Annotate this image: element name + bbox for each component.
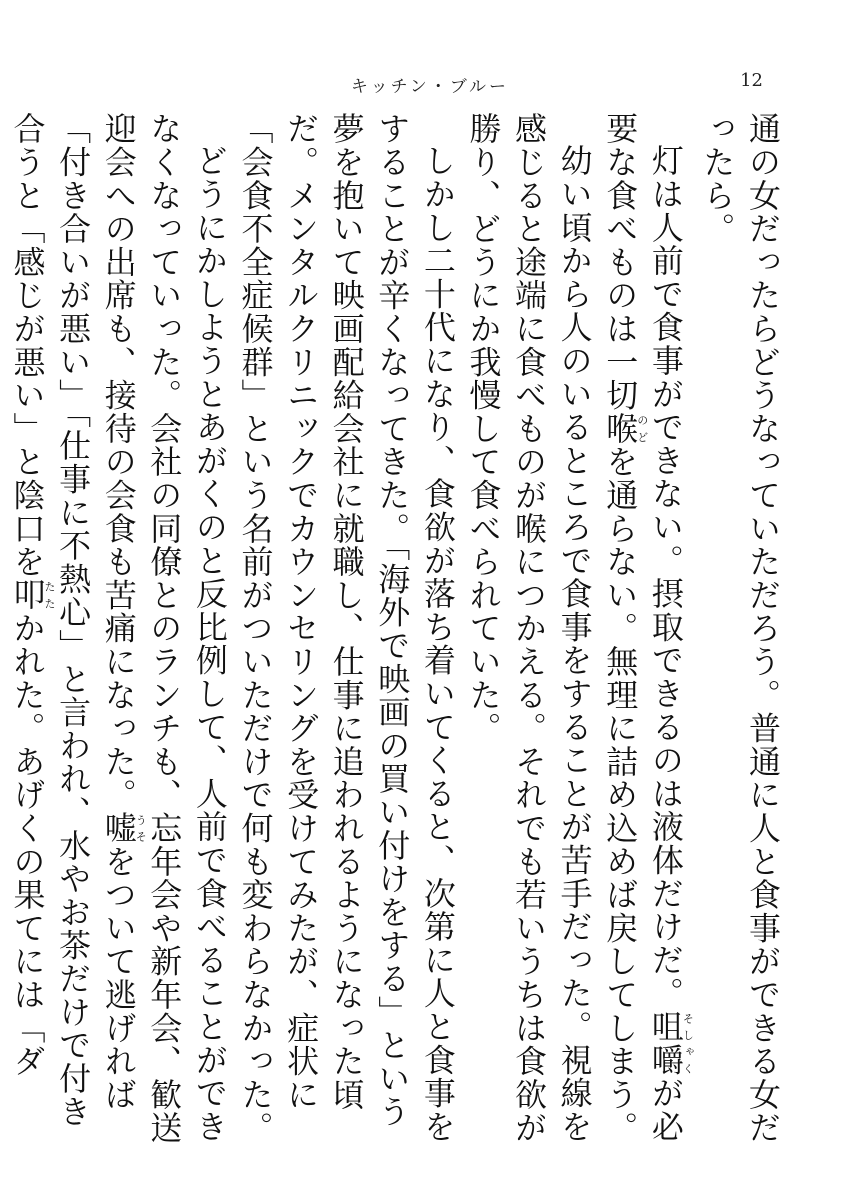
- paragraph-2-text-a: 灯は人前で食事ができない。摂取できるのは液体だけだ。: [646, 144, 685, 1010]
- running-head-title: キッチン・ブルー: [350, 77, 510, 97]
- paragraph-5: [4, 112, 232, 1152]
- paragraph-1: 通の女だったらどうなっていただろう。普通に人と食事ができる女だったら。: [698, 112, 782, 1145]
- paragraph-3: 幼い頃から人のいるところで食事をすることが苦手だった。視線を感じると途端に食べものが喉につかえる。それでも若いうちは食欲が勝り、どうにか我慢して食べられていた。: [464, 112, 594, 1145]
- vertical-body-text: [4, 112, 785, 1152]
- paragraph-5-text-a: どうにかしようとあがくのと反比例して、人前で食べることができなくなっていった。会社の同僚とのランチも、忘年会や新年会、歓送迎会への出席も、接待の会食も苦痛になった。: [99, 112, 229, 1145]
- ruby-nodo: 喉のど: [601, 411, 649, 446]
- page-number: 12: [740, 70, 763, 91]
- ruby-soshaku: 咀嚼そしゃく: [646, 1009, 695, 1077]
- ruby-tata: 叩たた: [8, 578, 56, 612]
- paragraph-2-text-b: が必要な食べものは一切: [601, 112, 685, 1144]
- paragraph-4: しかし二十代になり、食欲が落ち着いてくると、次第に人と食事をすることが辛くなってきた。「海外で映画の買い付けをする」という夢を抱いて映画配給会社に就職し、仕事に追われるようになった頃だ。メンタルクリニックでカウンセリングを受けてみたが、症状に「会食不全症候群」という名前がついただけで何も変わらなかった。: [236, 112, 457, 1145]
- ruby-uso: 嘘うそ: [99, 811, 148, 845]
- paragraph-5-text-b: をついて逃げれば「付き合いが悪い」「仕事に不熱心」と言われ、水やお茶だけで付き合うと「感じが悪い」と陰口を: [8, 112, 138, 1129]
- paragraph-5-text-c: かれた。あげくの果てには「ダ: [8, 611, 47, 1078]
- paragraph-2: [597, 112, 694, 1152]
- paragraph-2-text-c: を通らない。無理に詰め込めば戻してしまう。: [601, 445, 640, 1145]
